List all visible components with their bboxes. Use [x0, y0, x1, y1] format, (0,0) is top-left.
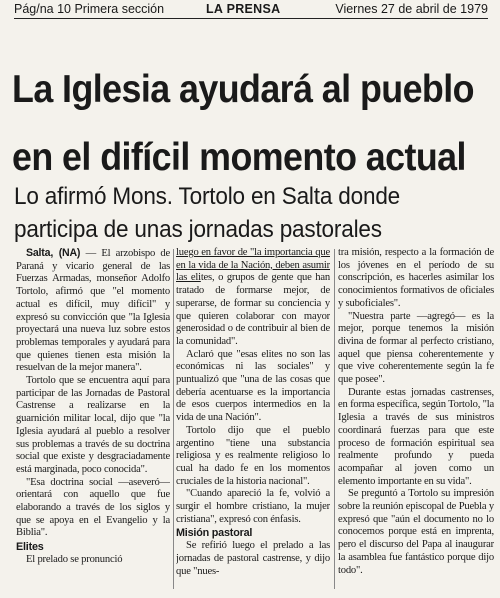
headline-line-1: La Iglesia ayudará al pueblo: [12, 68, 474, 111]
paragraph: "Esa doctrina social —aseveró— orientará con aquello que fue elaborando a través de los siglos y que se apoya en el Evangelio y la Biblia".: [16, 476, 170, 539]
column-divider: [334, 249, 335, 589]
paragraph-text: — El arzobispo de Paraná y vicario general de las Fuerzas Armadas, monseñor Adolfo Tortolo, afirmó que "el momento actual es difícil, muy difícil" y expresó su convicción que "la Iglesia proyectará una nueva luz sobre estos problemas temporales y ayudará para que quienes tienen esta misión la resuelvan de la mejor manera".: [16, 248, 170, 374]
article-column-1: [16, 247, 170, 593]
article-headline: [12, 56, 474, 192]
article-body: [16, 247, 494, 593]
paragraph: "Cuando apareció la fe, volvió a surgir el hombre cristiano, la mujer cristiana", expresó con énfasis.: [176, 488, 330, 525]
issue-date: Viernes 27 de abril de 1979: [335, 2, 488, 16]
paragraph: Se refirió luego el prelado a las jornadas de pastoral castrense, y dijo que "nues-: [176, 540, 330, 577]
column-divider: [173, 249, 174, 589]
headline-line-2: en el difícil momento actual: [12, 136, 466, 179]
paragraph: Se preguntó a Tortolo su impresión sobre la reunión episcopal de Puebla y expresó que "aún el documento no lo conocemos porque está en imprenta, pero el discurso del Papa al inaugurar la asamblea fue fantástico porque dijo todo".: [338, 488, 494, 576]
paragraph: Aclaró que "esas elites no son las económicas ni las sociales" y puntualizó que "una de las cosas que debería acentuarse es la importancia de esos cuerpos intermedios en la vida de una Nación".: [176, 348, 330, 424]
dateline: Salta, (NA): [26, 247, 81, 259]
paragraph: [176, 247, 330, 349]
paragraph: [16, 247, 170, 375]
section-subhead: Elites: [16, 541, 44, 554]
paragraph: Durante estas jornadas castrenses, en forma específica, según Tortolo, "la Iglesia a través de sus ministros coordinará fuerzas para que este proceso de formación espiritual sea realmente profundo y pueda acompañar al joven como un elemento importante en su vida".: [338, 386, 494, 487]
paragraph-text: tes, o grupos de gente que han tratado de formarse mejor, de superarse, de formar su conciencia y que quieren colaborar con mayor generosidad o de contribuir al bien de la comunidad".: [176, 272, 330, 347]
article-subheadline: [14, 180, 459, 246]
page-masthead: [14, 2, 488, 19]
paragraph: Tortolo que se encuentra aquí para participar de las Jornadas de Pastoral Castrense a realizarse en la guarnición militar local, dijo que "la Iglesia ayudará al pueblo a resolver sus problemas a través de su doctrina social que existe y desgraciadamente está marginada, poco conocida".: [16, 375, 170, 475]
paragraph: "Nuestra parte —agregó— es la mejor, porque tenemos la misión divina de formar al perfecto cristiano, aquel que piensa coherentemente y que vive coherentemente según la fe que posee".: [338, 310, 494, 386]
section-subhead: Misión pastoral: [176, 527, 253, 540]
subheadline-line-2: participa de unas jornadas pastorales: [14, 216, 382, 243]
article-column-3: [338, 247, 494, 593]
paragraph: tra misión, respecto a la formación de los jóvenes en el período de su conscripción, es hacerles asimilar los conocimientos formativos de oficiales y suboficiales".: [338, 247, 494, 309]
subheadline-line-1: Lo afirmó Mons. Tortolo en Salta donde: [14, 183, 401, 210]
newspaper-name: LA PRENSA: [206, 2, 281, 16]
underlined-passage: luego en favor de "la importancia que en la vida de la Nación, deben asumir las eli: [176, 247, 330, 284]
article-column-2: [176, 247, 330, 593]
page-section-label: Pág/na 10 Primera sección: [14, 2, 165, 16]
paragraph: El prelado se pronunció: [26, 553, 123, 565]
paragraph: Tortolo dijo que el pueblo argentino "tiene una substancia religiosa y es realmente religioso lo cual ha dado fe en los momentos cruciales de la historia nacional".: [176, 424, 330, 487]
